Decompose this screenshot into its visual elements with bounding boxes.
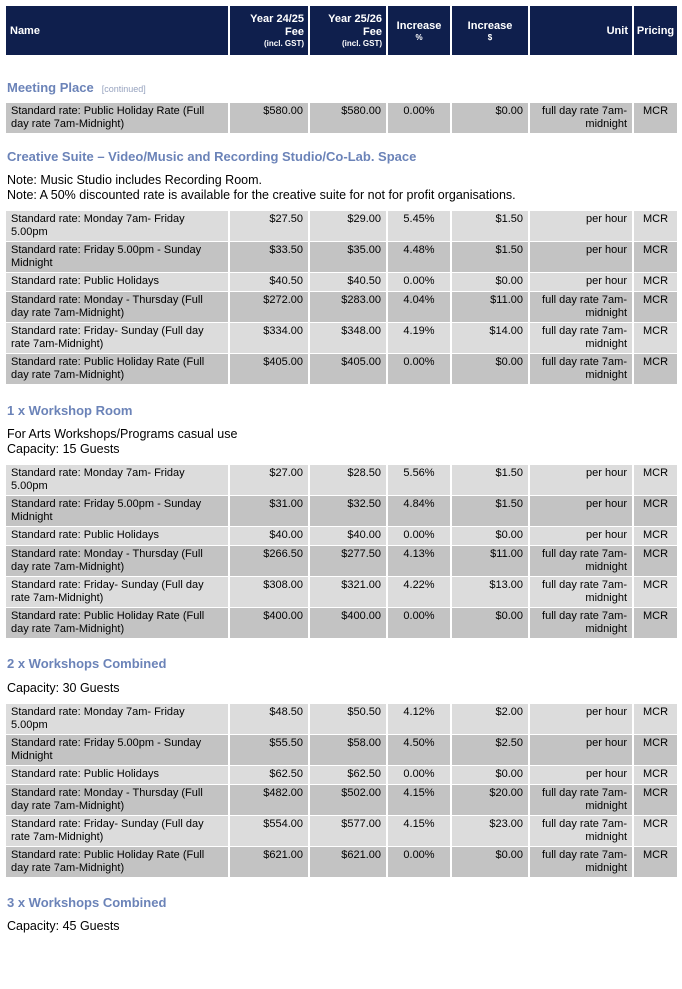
table-row bbox=[6, 704, 677, 735]
cell-unit: full day rate 7am-midnight bbox=[530, 354, 634, 384]
section-note: Capacity: 45 Guests bbox=[7, 919, 120, 933]
table-row bbox=[6, 496, 677, 527]
cell-name: Standard rate: Monday - Thursday (Full day rate 7am-Midnight) bbox=[6, 546, 230, 576]
cell-increase-dollar: $11.00 bbox=[452, 546, 530, 576]
cell-increase-pct: 0.00% bbox=[388, 847, 452, 877]
cell-unit: full day rate 7am-midnight bbox=[530, 847, 634, 877]
table-row bbox=[6, 577, 677, 608]
cell-unit: full day rate 7am-midnight bbox=[530, 103, 634, 133]
table-row bbox=[6, 785, 677, 816]
cell-fee-2425: $405.00 bbox=[230, 354, 310, 384]
cell-pricing: MCR bbox=[634, 608, 677, 638]
section-title-text: Meeting Place bbox=[7, 80, 94, 95]
cell-pricing: MCR bbox=[634, 527, 677, 545]
cell-increase-pct: 5.45% bbox=[388, 211, 452, 241]
cell-fee-2526: $502.00 bbox=[310, 785, 388, 815]
cell-pricing: MCR bbox=[634, 546, 677, 576]
fee-table-meeting-place bbox=[6, 103, 677, 134]
cell-name: Standard rate: Public Holidays bbox=[6, 766, 230, 784]
cell-fee-2526: $283.00 bbox=[310, 292, 388, 322]
cell-pricing: MCR bbox=[634, 354, 677, 384]
section-continued-label: [continued] bbox=[101, 84, 146, 94]
header-increase-dollar bbox=[452, 6, 530, 55]
table-row bbox=[6, 323, 677, 354]
section-title-meeting-place bbox=[7, 80, 146, 95]
cell-fee-2425: $62.50 bbox=[230, 766, 310, 784]
section-title-three-workshops bbox=[7, 895, 166, 910]
cell-pricing: MCR bbox=[634, 847, 677, 877]
table-row bbox=[6, 735, 677, 766]
header-increase-pct-unit: % bbox=[415, 32, 423, 42]
cell-unit: per hour bbox=[530, 735, 634, 765]
table-row bbox=[6, 292, 677, 323]
cell-pricing: MCR bbox=[634, 103, 677, 133]
cell-fee-2526: $50.50 bbox=[310, 704, 388, 734]
cell-increase-dollar: $0.00 bbox=[452, 273, 530, 291]
cell-unit: per hour bbox=[530, 496, 634, 526]
cell-name: Standard rate: Monday 7am- Friday 5.00pm bbox=[6, 704, 230, 734]
cell-fee-2526: $400.00 bbox=[310, 608, 388, 638]
cell-pricing: MCR bbox=[634, 465, 677, 495]
cell-increase-pct: 4.15% bbox=[388, 785, 452, 815]
cell-fee-2526: $321.00 bbox=[310, 577, 388, 607]
section-title-text: 1 x Workshop Room bbox=[7, 403, 133, 418]
cell-fee-2425: $621.00 bbox=[230, 847, 310, 877]
cell-unit: full day rate 7am-midnight bbox=[530, 577, 634, 607]
cell-fee-2425: $40.00 bbox=[230, 527, 310, 545]
cell-unit: per hour bbox=[530, 211, 634, 241]
fee-table-two-workshops bbox=[6, 704, 677, 878]
cell-name: Standard rate: Monday - Thursday (Full day rate 7am-Midnight) bbox=[6, 785, 230, 815]
header-fee-2425-gst: (incl. GST) bbox=[264, 39, 304, 48]
cell-fee-2425: $334.00 bbox=[230, 323, 310, 353]
section-note: Note: Music Studio includes Recording Room. bbox=[7, 173, 262, 187]
cell-fee-2526: $277.50 bbox=[310, 546, 388, 576]
cell-fee-2526: $580.00 bbox=[310, 103, 388, 133]
header-fee-2526-fee: Fee bbox=[363, 26, 382, 38]
header-fee-2526 bbox=[310, 6, 388, 55]
cell-increase-dollar: $0.00 bbox=[452, 766, 530, 784]
section-note: Capacity: 30 Guests bbox=[7, 681, 120, 695]
cell-increase-dollar: $1.50 bbox=[452, 211, 530, 241]
table-row bbox=[6, 527, 677, 546]
cell-unit: per hour bbox=[530, 273, 634, 291]
cell-increase-pct: 4.84% bbox=[388, 496, 452, 526]
cell-pricing: MCR bbox=[634, 766, 677, 784]
cell-name: Standard rate: Friday 5.00pm - Sunday Midnight bbox=[6, 496, 230, 526]
cell-fee-2526: $62.50 bbox=[310, 766, 388, 784]
cell-increase-dollar: $0.00 bbox=[452, 847, 530, 877]
cell-pricing: MCR bbox=[634, 496, 677, 526]
cell-increase-pct: 4.50% bbox=[388, 735, 452, 765]
cell-fee-2526: $577.00 bbox=[310, 816, 388, 846]
cell-name: Standard rate: Friday 5.00pm - Sunday Midnight bbox=[6, 735, 230, 765]
cell-fee-2526: $348.00 bbox=[310, 323, 388, 353]
cell-pricing: MCR bbox=[634, 577, 677, 607]
section-title-text: Creative Suite – Video/Music and Recording Studio/Co-Lab. Space bbox=[7, 149, 417, 164]
cell-increase-dollar: $13.00 bbox=[452, 577, 530, 607]
cell-increase-pct: 0.00% bbox=[388, 608, 452, 638]
cell-name: Standard rate: Public Holiday Rate (Full day rate 7am-Midnight) bbox=[6, 847, 230, 877]
cell-increase-dollar: $11.00 bbox=[452, 292, 530, 322]
cell-name: Standard rate: Public Holidays bbox=[6, 273, 230, 291]
cell-increase-dollar: $0.00 bbox=[452, 608, 530, 638]
table-row bbox=[6, 546, 677, 577]
cell-pricing: MCR bbox=[634, 735, 677, 765]
cell-name: Standard rate: Monday 7am- Friday 5.00pm bbox=[6, 211, 230, 241]
cell-pricing: MCR bbox=[634, 292, 677, 322]
cell-fee-2425: $40.50 bbox=[230, 273, 310, 291]
cell-increase-pct: 4.15% bbox=[388, 816, 452, 846]
cell-pricing: MCR bbox=[634, 785, 677, 815]
cell-fee-2526: $40.00 bbox=[310, 527, 388, 545]
header-increase-pct bbox=[388, 6, 452, 55]
header-name bbox=[6, 6, 230, 55]
cell-increase-pct: 4.22% bbox=[388, 577, 452, 607]
cell-name: Standard rate: Public Holiday Rate (Full day rate 7am-Midnight) bbox=[6, 354, 230, 384]
cell-increase-dollar: $23.00 bbox=[452, 816, 530, 846]
cell-increase-dollar: $20.00 bbox=[452, 785, 530, 815]
cell-increase-pct: 0.00% bbox=[388, 766, 452, 784]
header-unit-label: Unit bbox=[606, 24, 628, 37]
cell-increase-dollar: $0.00 bbox=[452, 527, 530, 545]
cell-fee-2526: $35.00 bbox=[310, 242, 388, 272]
section-note: For Arts Workshops/Programs casual use bbox=[7, 427, 238, 441]
cell-unit: full day rate 7am-midnight bbox=[530, 292, 634, 322]
cell-name: Standard rate: Public Holiday Rate (Full day rate 7am-Midnight) bbox=[6, 608, 230, 638]
cell-name: Standard rate: Friday- Sunday (Full day rate 7am-Midnight) bbox=[6, 577, 230, 607]
cell-increase-dollar: $14.00 bbox=[452, 323, 530, 353]
table-row bbox=[6, 273, 677, 292]
cell-unit: per hour bbox=[530, 465, 634, 495]
table-row bbox=[6, 766, 677, 785]
cell-increase-dollar: $2.00 bbox=[452, 704, 530, 734]
header-pricing bbox=[634, 6, 677, 55]
cell-pricing: MCR bbox=[634, 273, 677, 291]
table-row bbox=[6, 354, 677, 385]
cell-increase-dollar: $1.50 bbox=[452, 465, 530, 495]
header-fee-2425-year: Year 24/25 bbox=[250, 13, 304, 25]
cell-unit: per hour bbox=[530, 527, 634, 545]
table-row bbox=[6, 242, 677, 273]
cell-unit: per hour bbox=[530, 766, 634, 784]
cell-pricing: MCR bbox=[634, 242, 677, 272]
header-pricing-label: Pricing bbox=[636, 24, 675, 37]
table-row bbox=[6, 211, 677, 242]
section-note: Capacity: 15 Guests bbox=[7, 442, 120, 456]
cell-fee-2425: $482.00 bbox=[230, 785, 310, 815]
cell-fee-2425: $580.00 bbox=[230, 103, 310, 133]
cell-increase-pct: 0.00% bbox=[388, 103, 452, 133]
cell-fee-2425: $266.50 bbox=[230, 546, 310, 576]
section-title-workshop-room bbox=[7, 403, 132, 418]
cell-increase-pct: 4.12% bbox=[388, 704, 452, 734]
header-increase-dollar-label: Increase bbox=[467, 19, 513, 32]
header-name-label: Name bbox=[10, 24, 40, 37]
cell-fee-2425: $308.00 bbox=[230, 577, 310, 607]
fee-table-creative-suite bbox=[6, 211, 677, 385]
section-note: Note: A 50% discounted rate is available for the creative suite for not for profit organisations. bbox=[7, 188, 516, 202]
header-increase-pct-label: Increase bbox=[396, 19, 442, 32]
header-fee-2425-fee: Fee bbox=[285, 26, 304, 38]
cell-fee-2526: $405.00 bbox=[310, 354, 388, 384]
cell-name: Standard rate: Public Holidays bbox=[6, 527, 230, 545]
cell-increase-pct: 0.00% bbox=[388, 527, 452, 545]
cell-fee-2526: $29.00 bbox=[310, 211, 388, 241]
cell-fee-2425: $31.00 bbox=[230, 496, 310, 526]
cell-increase-pct: 0.00% bbox=[388, 273, 452, 291]
fee-table-workshop-room bbox=[6, 465, 677, 639]
cell-increase-pct: 4.48% bbox=[388, 242, 452, 272]
table-row bbox=[6, 608, 677, 639]
cell-fee-2425: $48.50 bbox=[230, 704, 310, 734]
cell-unit: full day rate 7am-midnight bbox=[530, 785, 634, 815]
cell-unit: per hour bbox=[530, 704, 634, 734]
cell-fee-2526: $32.50 bbox=[310, 496, 388, 526]
header-unit bbox=[530, 6, 634, 55]
cell-increase-pct: 4.13% bbox=[388, 546, 452, 576]
cell-increase-dollar: $0.00 bbox=[452, 103, 530, 133]
section-title-creative-suite bbox=[7, 149, 416, 164]
cell-fee-2425: $33.50 bbox=[230, 242, 310, 272]
fee-table-header bbox=[6, 6, 677, 55]
header-increase-dollar-unit: $ bbox=[487, 32, 493, 42]
cell-name: Standard rate: Monday - Thursday (Full day rate 7am-Midnight) bbox=[6, 292, 230, 322]
cell-name: Standard rate: Friday 5.00pm - Sunday Midnight bbox=[6, 242, 230, 272]
cell-fee-2425: $554.00 bbox=[230, 816, 310, 846]
cell-pricing: MCR bbox=[634, 323, 677, 353]
cell-pricing: MCR bbox=[634, 816, 677, 846]
table-row bbox=[6, 847, 677, 878]
cell-pricing: MCR bbox=[634, 211, 677, 241]
cell-fee-2425: $272.00 bbox=[230, 292, 310, 322]
cell-name: Standard rate: Friday- Sunday (Full day rate 7am-Midnight) bbox=[6, 816, 230, 846]
cell-name: Standard rate: Monday 7am- Friday 5.00pm bbox=[6, 465, 230, 495]
section-title-two-workshops bbox=[7, 656, 166, 671]
cell-fee-2526: $58.00 bbox=[310, 735, 388, 765]
header-fee-2526-gst: (incl. GST) bbox=[342, 39, 382, 48]
cell-unit: full day rate 7am-midnight bbox=[530, 546, 634, 576]
cell-unit: full day rate 7am-midnight bbox=[530, 816, 634, 846]
cell-increase-pct: 4.19% bbox=[388, 323, 452, 353]
cell-pricing: MCR bbox=[634, 704, 677, 734]
table-row bbox=[6, 816, 677, 847]
cell-name: Standard rate: Public Holiday Rate (Full day rate 7am-Midnight) bbox=[6, 103, 230, 133]
cell-fee-2425: $55.50 bbox=[230, 735, 310, 765]
cell-increase-pct: 0.00% bbox=[388, 354, 452, 384]
cell-unit: full day rate 7am-midnight bbox=[530, 608, 634, 638]
cell-fee-2425: $27.50 bbox=[230, 211, 310, 241]
cell-unit: full day rate 7am-midnight bbox=[530, 323, 634, 353]
table-row bbox=[6, 465, 677, 496]
header-fee-2526-year: Year 25/26 bbox=[328, 13, 382, 25]
cell-unit: per hour bbox=[530, 242, 634, 272]
cell-name: Standard rate: Friday- Sunday (Full day rate 7am-Midnight) bbox=[6, 323, 230, 353]
section-title-text: 3 x Workshops Combined bbox=[7, 895, 167, 910]
cell-increase-pct: 4.04% bbox=[388, 292, 452, 322]
cell-increase-dollar: $0.00 bbox=[452, 354, 530, 384]
section-title-text: 2 x Workshops Combined bbox=[7, 656, 167, 671]
cell-fee-2425: $27.00 bbox=[230, 465, 310, 495]
cell-increase-dollar: $2.50 bbox=[452, 735, 530, 765]
header-fee-2425 bbox=[230, 6, 310, 55]
cell-fee-2526: $40.50 bbox=[310, 273, 388, 291]
cell-fee-2425: $400.00 bbox=[230, 608, 310, 638]
cell-increase-dollar: $1.50 bbox=[452, 242, 530, 272]
cell-fee-2526: $28.50 bbox=[310, 465, 388, 495]
cell-increase-pct: 5.56% bbox=[388, 465, 452, 495]
table-row bbox=[6, 103, 677, 134]
cell-increase-dollar: $1.50 bbox=[452, 496, 530, 526]
cell-fee-2526: $621.00 bbox=[310, 847, 388, 877]
